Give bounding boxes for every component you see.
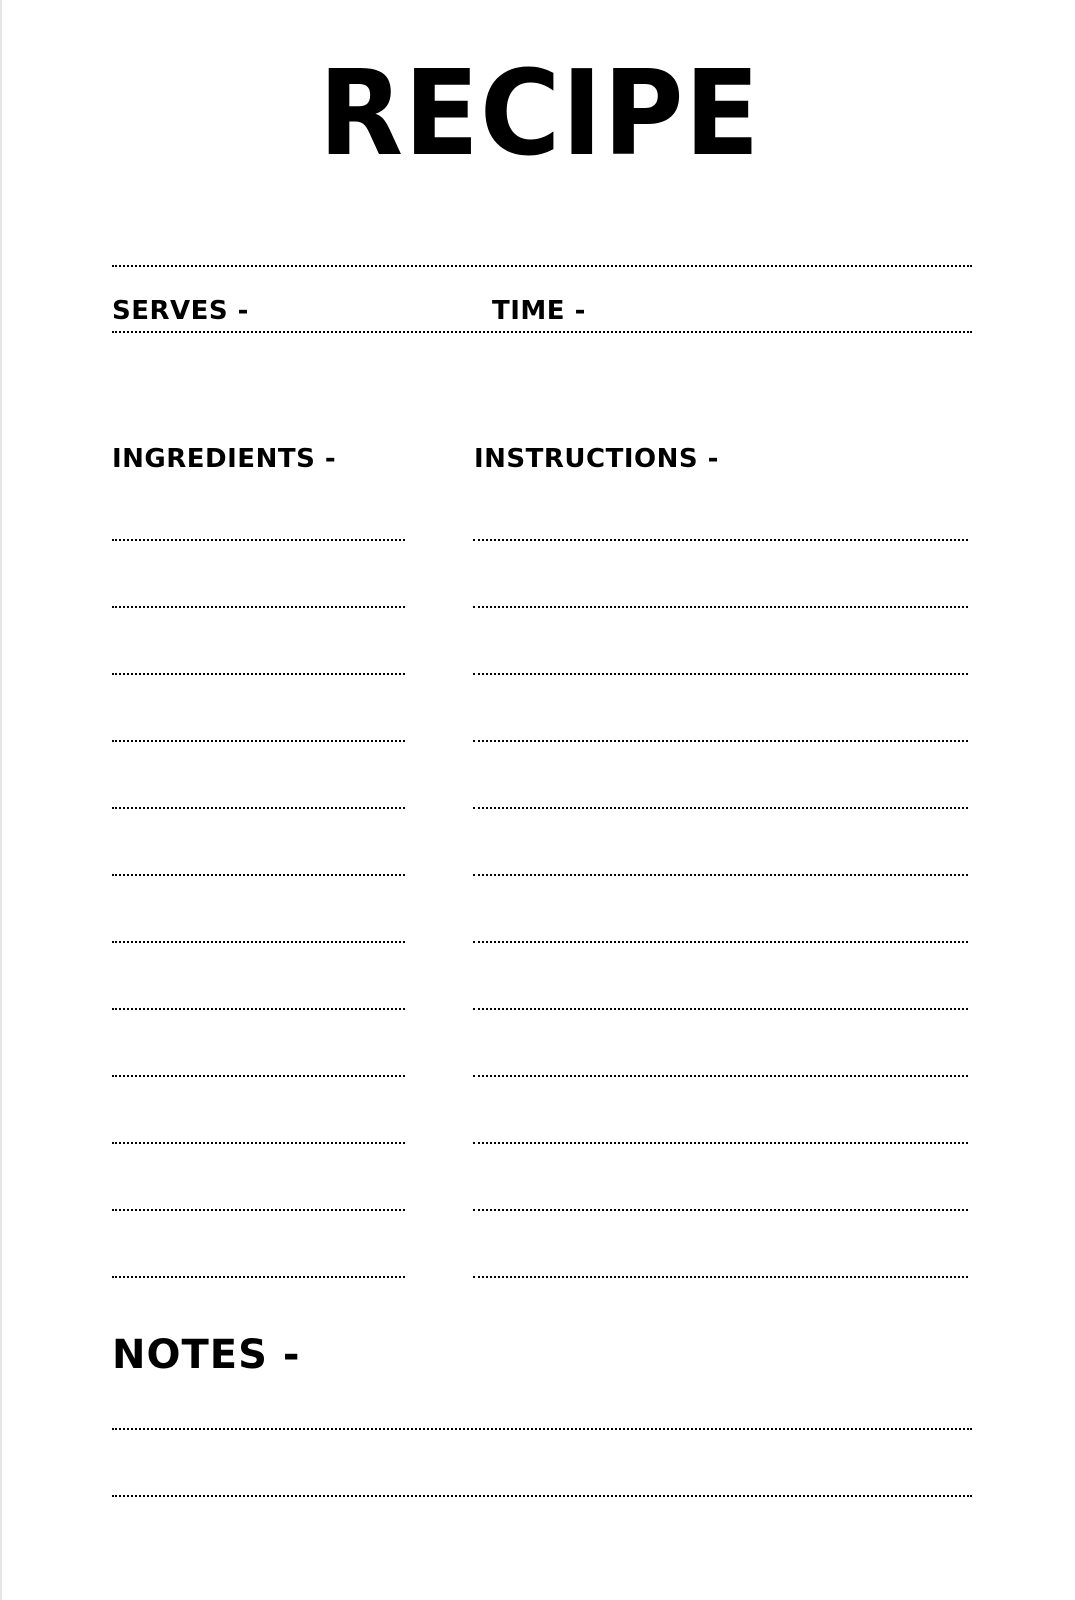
ingredient-line[interactable] (112, 740, 405, 742)
instruction-line[interactable] (473, 807, 968, 809)
notes-label: NOTES - (112, 1332, 301, 1378)
instruction-line[interactable] (473, 539, 968, 541)
ingredient-line[interactable] (112, 673, 405, 675)
instruction-line[interactable] (473, 1008, 968, 1010)
ingredient-line[interactable] (112, 1075, 405, 1077)
ingredient-line[interactable] (112, 1142, 405, 1144)
instruction-line[interactable] (473, 1209, 968, 1211)
ingredients-label: INGREDIENTS - (112, 444, 337, 474)
note-line[interactable] (112, 1495, 972, 1497)
instruction-line[interactable] (473, 941, 968, 943)
instruction-line[interactable] (473, 1075, 968, 1077)
instruction-line[interactable] (473, 606, 968, 608)
time-label: TIME - (492, 296, 586, 326)
ingredient-line[interactable] (112, 1008, 405, 1010)
instruction-line[interactable] (473, 1142, 968, 1144)
title-divider-line (112, 265, 972, 267)
instruction-line[interactable] (473, 740, 968, 742)
ingredient-line[interactable] (112, 1276, 405, 1278)
ingredient-line[interactable] (112, 606, 405, 608)
ingredient-line[interactable] (112, 874, 405, 876)
ingredient-line[interactable] (112, 941, 405, 943)
ingredient-line[interactable] (112, 539, 405, 541)
serves-label: SERVES - (112, 296, 249, 326)
serves-time-line[interactable] (112, 331, 972, 333)
page-title: RECIPE (318, 44, 761, 182)
instruction-line[interactable] (473, 874, 968, 876)
instructions-label: INSTRUCTIONS - (474, 444, 719, 474)
ingredient-line[interactable] (112, 807, 405, 809)
note-line[interactable] (112, 1428, 972, 1430)
instruction-line[interactable] (473, 1276, 968, 1278)
instruction-line[interactable] (473, 673, 968, 675)
ingredient-line[interactable] (112, 1209, 405, 1211)
